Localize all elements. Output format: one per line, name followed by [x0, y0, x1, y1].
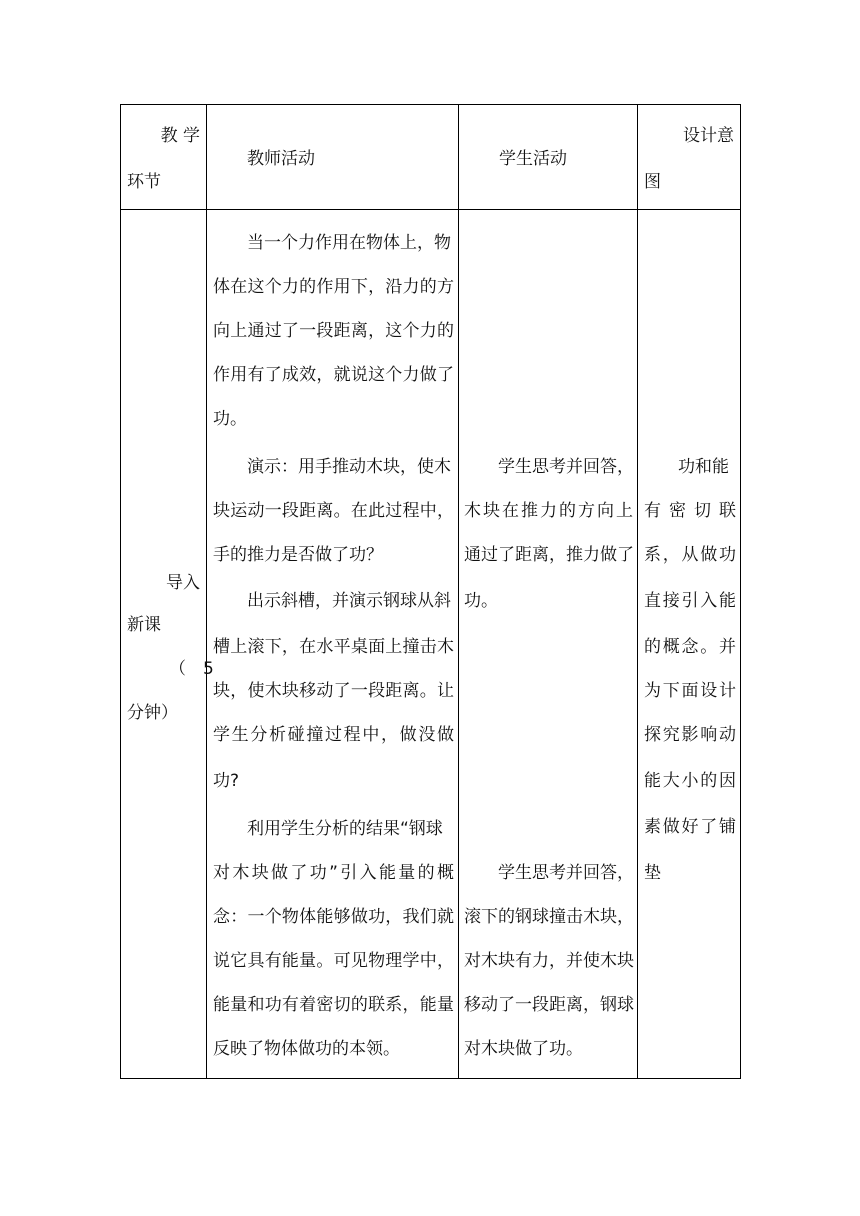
- teacher-line: 利用学生分析的结果“钢球: [247, 819, 443, 839]
- student-line: 对木块有力，并使木块: [464, 951, 634, 971]
- design-line: 能大小的因: [644, 771, 736, 791]
- section-line: （ 5: [169, 659, 214, 679]
- teacher-line: 功?: [213, 771, 240, 791]
- teacher-line: 向上通过了一段距离，这个力的: [213, 321, 454, 341]
- lesson-plan-table: [120, 104, 741, 1079]
- header-student-label: 学生活动: [499, 149, 567, 169]
- section-line: 新课: [127, 615, 161, 635]
- header-design-line: 图: [644, 172, 661, 192]
- header-section: [121, 105, 207, 210]
- header-design: [638, 105, 741, 210]
- student-line: 功。: [464, 591, 498, 611]
- teacher-line: 念：一个物体能够做功，我们就: [213, 907, 454, 927]
- header-design-line: 设计意: [683, 126, 734, 146]
- design-line: 探究影响动: [644, 725, 736, 745]
- teacher-line: 手的推力是否做了功？: [213, 545, 383, 565]
- student-line: 移动了一段距离，钢球: [464, 995, 634, 1015]
- header-section-line: 环节: [127, 172, 161, 192]
- teacher-line: 功。: [213, 409, 247, 429]
- design-line: 系，从做功: [644, 545, 736, 565]
- teacher-activity-cell: [207, 210, 459, 1079]
- design-intent-cell: [638, 210, 741, 1079]
- teacher-line: 出示斜槽，并演示钢球从斜: [247, 591, 451, 611]
- header-teacher-label: 教师活动: [247, 149, 315, 169]
- teacher-line: 块运动一段距离。在此过程中，: [213, 501, 454, 521]
- teacher-line: 学生分析碰撞过程中，做没做: [213, 725, 454, 745]
- design-line: 直接引入能: [644, 591, 736, 611]
- design-line: 为下面设计: [644, 681, 736, 701]
- student-line: 滚下的钢球撞击木块，: [464, 907, 634, 927]
- student-line: 学生思考并回答，: [498, 863, 634, 883]
- teacher-line: 当一个力作用在物体上，物: [247, 233, 451, 253]
- section-line: 导入: [166, 573, 200, 593]
- design-line: 素做好了铺: [644, 817, 736, 837]
- table-row: [121, 210, 741, 1079]
- header-teacher: [207, 105, 459, 210]
- teacher-line: 槽上滚下，在水平桌面上撞击木: [213, 637, 454, 657]
- header-student: [459, 105, 638, 210]
- table-header-row: [121, 105, 741, 210]
- design-line: 垫: [644, 863, 661, 883]
- header-section-line: 教 学: [160, 126, 200, 146]
- teacher-line: 作用有了成效，就说这个力做了: [213, 365, 454, 385]
- section-cell: [121, 210, 214, 1079]
- section-line: 分钟）: [127, 703, 178, 723]
- teacher-line: 说它具有能量。可见物理学中，: [213, 951, 454, 971]
- student-line: 学生思考并回答，: [498, 457, 634, 477]
- teacher-line: 反映了物体做功的本领。: [213, 1039, 400, 1059]
- design-line: 的概念。并: [644, 637, 736, 657]
- teacher-line: 演示：用手推动木块，使木: [247, 457, 451, 477]
- student-line: 对木块做了功。: [464, 1039, 583, 1059]
- design-line: 功和能: [678, 457, 729, 477]
- student-line: 木块在推力的方向上: [464, 501, 633, 521]
- teacher-line: 能量和功有着密切的联系，能量: [213, 995, 454, 1015]
- teacher-line: 对木块做了功”引入能量的概: [213, 863, 454, 883]
- student-line: 通过了距离，推力做了: [464, 545, 634, 565]
- design-line: 有 密 切 联: [644, 501, 736, 521]
- teacher-line: 体在这个力的作用下，沿力的方: [213, 277, 454, 297]
- teacher-line: 块，使木块移动了一段距离。让: [213, 681, 454, 701]
- student-activity-cell: [459, 210, 638, 1079]
